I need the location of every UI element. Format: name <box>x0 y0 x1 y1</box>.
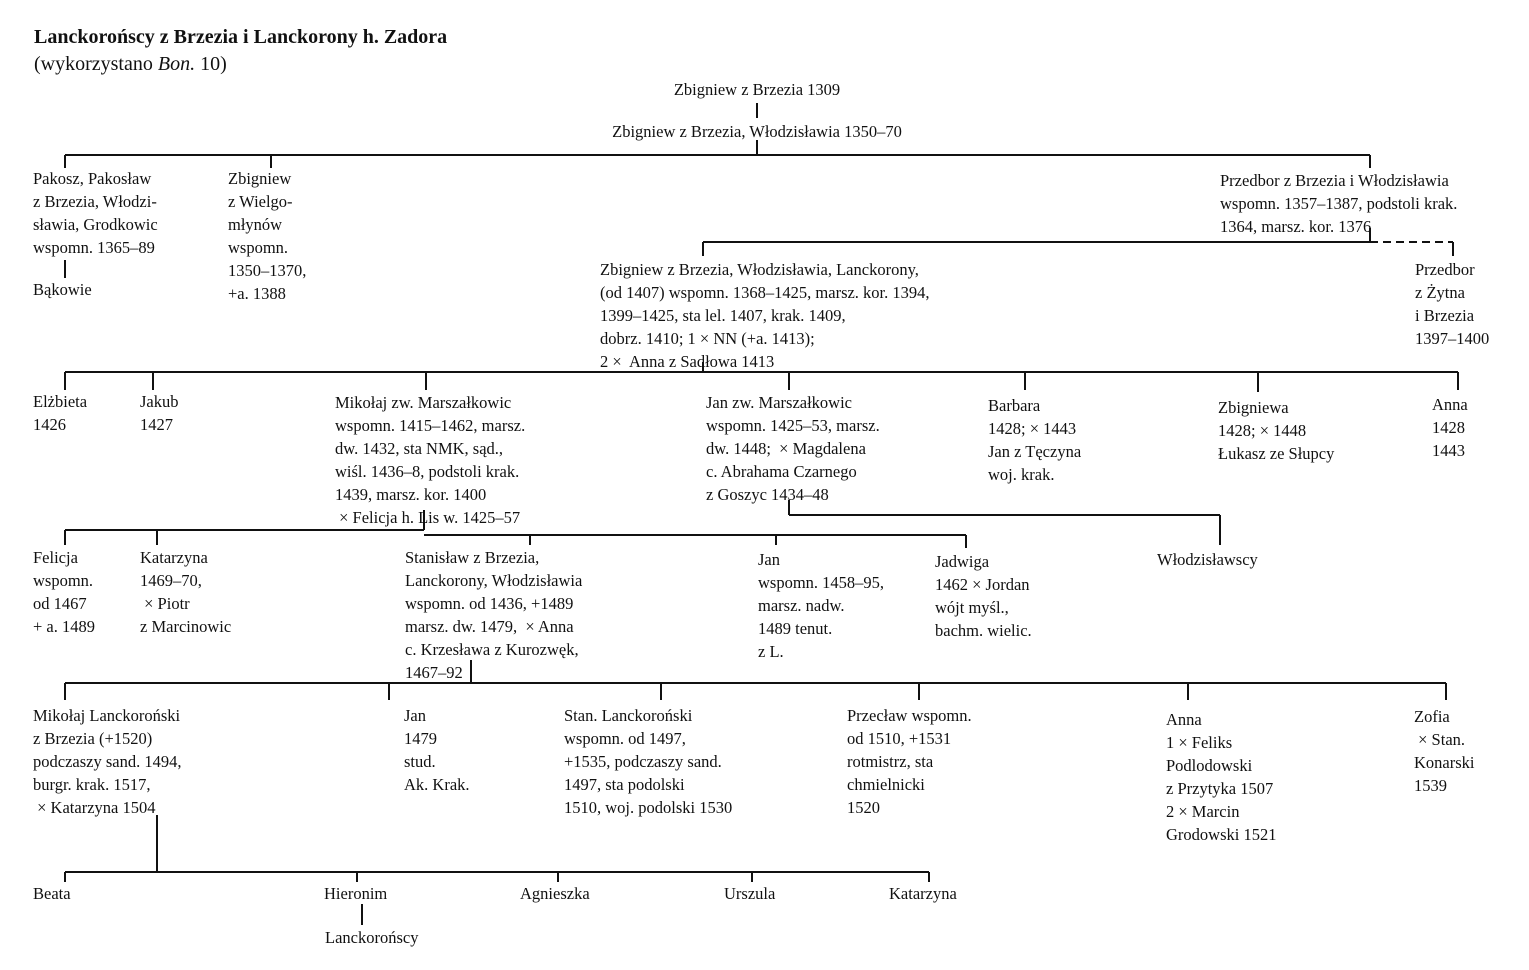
node-zbigniew-1350: Zbigniew z Brzezia, Włodzisławia 1350–70 <box>612 122 902 141</box>
node-urszula: Urszula <box>724 884 776 903</box>
node-wlodzislawscy: Włodzisławscy <box>1157 550 1258 569</box>
node-felicja: Felicja wspomn. od 1467 + a. 1489 <box>33 548 96 636</box>
node-przedbor: Przedbor z Brzezia i Włodzisławia wspomn. 1357–1387, podstoli krak. 1364, marsz. kor. 1376 <box>1220 171 1458 236</box>
node-zbigniewa: Zbigniewa 1428; × 1448 Łukasz ze Słupcy <box>1218 398 1335 463</box>
node-katarzyna-1469: Katarzyna 1469–70, × Piotr z Marcinowic <box>140 548 232 636</box>
node-lanckoronscy: Lanckorońscy <box>325 928 419 947</box>
node-pakosz: Pakosz, Pakosław z Brzezia, Włodzi- sławia, Grodkowic wspomn. 1365–89 <box>33 169 158 257</box>
node-zbigniew-lanckorony: Zbigniew z Brzezia, Włodzisławia, Lanckorony, (od 1407) wspomn. 1368–1425, marsz. kor. 1394, 1399–1425, sta lel. 1407, krak. 1409, dobrz. 1410; 1 × NN (+a. 1413); 2 × Anna z Sadłowa 1413 <box>600 260 930 371</box>
node-zbigniew-1309: Zbigniew z Brzezia 1309 <box>673 80 841 99</box>
node-anna-1507: Anna 1 × Feliks Podlodowski z Przytyka 1507 2 × Marcin Grodowski 1521 <box>1166 710 1277 844</box>
node-jakub: Jakub 1427 <box>140 392 179 434</box>
node-przedbor-zytna: Przedbor z Żytna i Brzezia 1397–1400 <box>1415 260 1490 348</box>
subtitle-post: 10) <box>195 53 227 75</box>
node-stanislaw: Stanisław z Brzezia, Lanckorony, Włodzisławia wspomn. od 1436, +1489 marsz. dw. 1479, × Anna c. Krzesława z Kurozwęk, 1467–92 <box>405 548 583 682</box>
node-mikolaj-marszalkowic: Mikołaj zw. Marszałkowic wspomn. 1415–1462, marsz. dw. 1432, sta NMK, sąd., wiśl. 1436–8, podstoli krak. 1439, marsz. kor. 1400 × Felicja h. Lis w. 1425–57 <box>335 393 526 527</box>
node-agnieszka: Agnieszka <box>520 884 590 903</box>
node-elzbieta: Elżbieta 1426 <box>33 392 88 434</box>
node-barbara: Barbara 1428; × 1443 Jan z Tęczyna woj. krak. <box>988 396 1082 484</box>
node-zbigniew-wielgomlynow: Zbigniew z Wielgo- młynów wspomn. 1350–1370, +a. 1388 <box>228 169 307 303</box>
node-anna-1428: Anna 1428 1443 <box>1432 395 1468 460</box>
node-zofia: Zofia × Stan. Konarski 1539 <box>1414 707 1475 795</box>
node-beata: Beata <box>33 884 71 903</box>
node-przeclaw: Przecław wspomn. od 1510, +1531 rotmistrz, sta chmielnicki 1520 <box>847 706 972 817</box>
node-hieronim: Hieronim <box>324 884 388 903</box>
page-title: Lanckorońscy z Brzezia i Lanckorony h. Zadora <box>34 26 448 48</box>
node-jan-1458: Jan wspomn. 1458–95, marsz. nadw. 1489 tenut. z L. <box>758 550 885 661</box>
node-stan-lanckoronski: Stan. Lanckoroński wspomn. od 1497, +1535, podczaszy sand. 1497, sta podolski 1510, woj. podolski 1530 <box>564 706 733 817</box>
node-jadwiga: Jadwiga 1462 × Jordan wójt myśl., bachm. wielic. <box>935 552 1032 640</box>
node-bakowie: Bąkowie <box>33 280 92 299</box>
node-katarzyna-7: Katarzyna <box>889 884 957 903</box>
node-jan-marszalkowic: Jan zw. Marszałkowic wspomn. 1425–53, marsz. dw. 1448; × Magdalena c. Abrahama Czarnego z Goszyc 1434–48 <box>706 393 880 504</box>
page-subtitle <box>34 52 227 76</box>
node-jan-1479: Jan 1479 stud. Ak. Krak. <box>404 706 470 794</box>
subtitle-pre: (wykorzystano <box>34 53 158 75</box>
subtitle-source: Bon. <box>157 53 196 75</box>
node-mikolaj-lanckoronski: Mikołaj Lanckoroński z Brzezia (+1520) podczaszy sand. 1494, burgr. krak. 1517, × Katarzyna 1504 <box>33 706 182 817</box>
